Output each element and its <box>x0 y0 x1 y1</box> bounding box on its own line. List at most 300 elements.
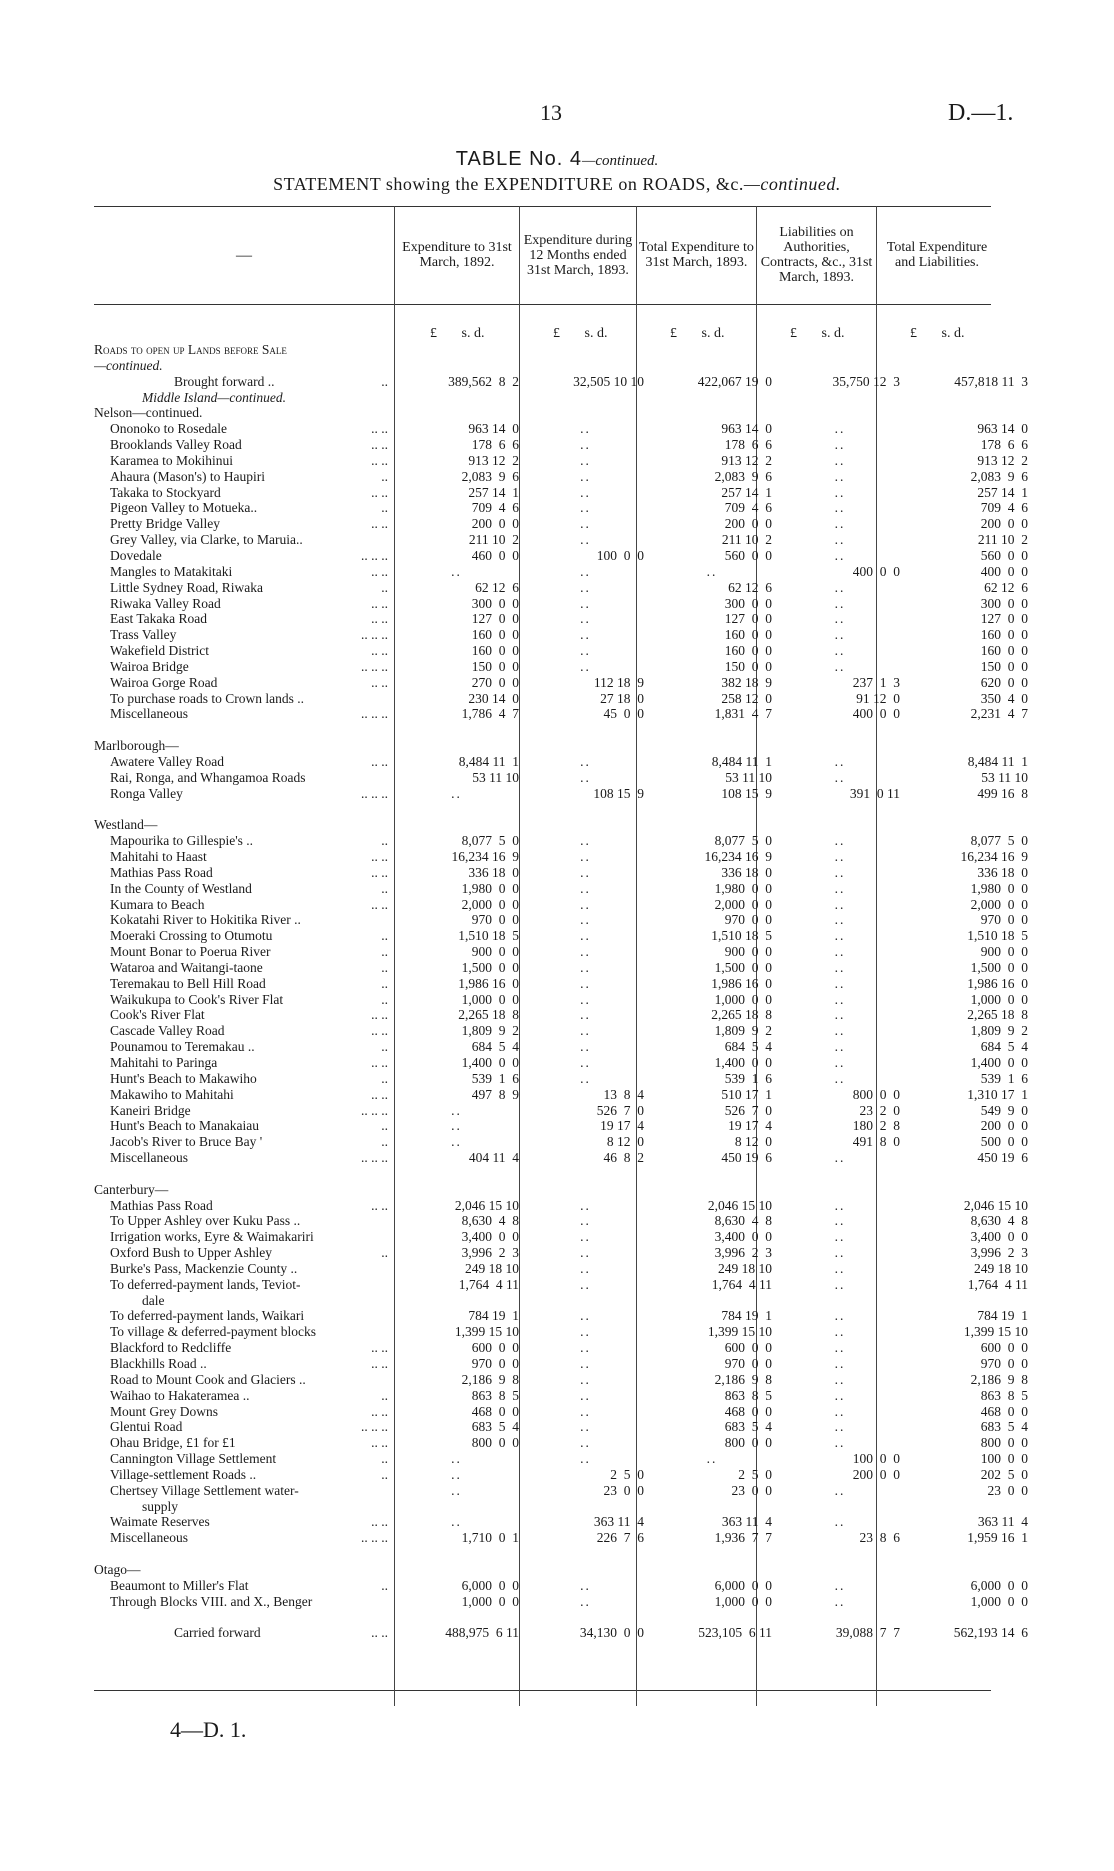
cell-col5: 300 0 0 <box>980 595 1028 611</box>
cell-col1: 709 4 6 <box>471 500 519 516</box>
row-leader-dots <box>388 1324 394 1340</box>
table-row <box>94 358 1036 374</box>
table-row <box>94 1055 1036 1071</box>
cell-col2: 46 8 2 <box>603 1150 644 1166</box>
row-label: Pounamou to Teremakau .. <box>110 1039 255 1055</box>
cell-col3: 1,980 0 0 <box>714 880 772 896</box>
cell-col3 <box>652 1166 780 1182</box>
cell-col4 <box>780 358 908 374</box>
cell-col5: 363 11 4 <box>977 1514 1028 1530</box>
cell-col2 <box>527 1166 652 1182</box>
cell-col2 <box>527 390 652 406</box>
row-label: Mount Bonar to Poerua River <box>110 944 271 960</box>
row-leader-dots: .. .. <box>371 753 388 769</box>
cell-col3: 963 14 0 <box>721 421 772 437</box>
table-row <box>94 738 1036 754</box>
row-leader-dots <box>388 1308 394 1324</box>
cell-col1 <box>394 801 527 817</box>
cell-col5: 2,046 15 10 <box>963 1197 1028 1213</box>
row-label: To deferred-payment lands, Waikari <box>110 1308 305 1324</box>
row-label: Nelson—continued. <box>94 405 203 421</box>
cell-col2 <box>527 817 652 833</box>
cell-col3: 1,000 0 0 <box>714 1593 772 1609</box>
cell-col2: .. <box>580 1403 591 1419</box>
cell-col1 <box>394 817 527 833</box>
cell-col5: 684 5 4 <box>980 1039 1028 1055</box>
row-leader-dots: .. <box>381 579 388 595</box>
cell-col2: .. <box>580 1039 591 1055</box>
cell-col5: 257 14 1 <box>977 484 1028 500</box>
cell-col5: 468 0 0 <box>980 1403 1028 1419</box>
table-row <box>94 453 1036 469</box>
row-label: Canterbury— <box>94 1181 169 1197</box>
cell-col4: .. <box>834 1150 846 1166</box>
row-label: Mount Grey Downs <box>110 1403 218 1419</box>
row-leader-dots: .. .. .. <box>361 706 388 722</box>
units-col3: £ s. d. <box>670 326 725 341</box>
cell-col5: 1,399 15 10 <box>963 1324 1028 1340</box>
row-label: Blackhills Road .. <box>110 1356 207 1371</box>
cell-col4 <box>780 1499 908 1515</box>
table-row <box>94 469 1036 485</box>
cell-col5: 16,234 16 9 <box>960 849 1028 864</box>
row-label: Mahitahi to Haast <box>110 849 207 864</box>
cell-col1: .. <box>451 563 462 579</box>
cell-col2 <box>527 801 652 817</box>
cell-col1: 211 10 2 <box>468 532 519 548</box>
table-row <box>94 801 1036 817</box>
cell-col1: 1,764 4 11 <box>458 1276 519 1292</box>
cell-col2 <box>527 342 652 358</box>
row-label: Beaumont to Miller's Flat <box>110 1577 249 1593</box>
row-leader-dots: .. <box>381 1118 388 1134</box>
row-leader-dots: .. <box>381 1466 388 1482</box>
cell-col4 <box>780 1166 908 1182</box>
table-row <box>94 1007 1036 1023</box>
header-label-column: — <box>236 246 252 264</box>
table-title-cont: —continued. <box>581 153 659 169</box>
table-row <box>94 1451 1036 1467</box>
table-row <box>94 1514 1036 1530</box>
cell-col3: 1,986 16 0 <box>711 975 772 991</box>
cell-col4: .. <box>834 1229 846 1245</box>
row-leader-dots <box>388 532 394 548</box>
cell-col2: .. <box>580 1260 591 1276</box>
cell-col5 <box>908 1562 1036 1578</box>
row-label: Hunt's Beach to Manakaiau <box>110 1118 260 1134</box>
cell-col2 <box>527 405 652 421</box>
row-leader-dots: .. <box>381 373 388 389</box>
row-label: Waimate Reserves <box>110 1514 210 1530</box>
cell-col4 <box>780 722 908 738</box>
row-leader-dots: .. .. <box>371 452 388 468</box>
row-label: Middle Island—continued. <box>142 389 286 405</box>
cell-col1: 488,975 6 11 <box>445 1625 519 1641</box>
cell-col2: .. <box>580 1451 591 1467</box>
cell-col4: .. <box>834 516 846 532</box>
cell-col3: 800 0 0 <box>724 1435 772 1451</box>
cell-col5: 2,083 9 6 <box>970 468 1028 484</box>
cell-col4: .. <box>834 421 846 437</box>
row-leader-dots: .. .. <box>371 1007 388 1023</box>
cell-col4: .. <box>834 1403 846 1419</box>
cell-col4: 180 2 8 <box>852 1118 900 1134</box>
cell-col5: 200 0 0 <box>980 516 1028 532</box>
table-row <box>94 1610 1036 1626</box>
cell-col4 <box>780 801 908 817</box>
row-leader-dots <box>388 1372 394 1388</box>
cell-col5: 8,484 11 1 <box>967 753 1028 769</box>
cell-col3: 53 11 10 <box>725 769 772 785</box>
cell-col3: 8,077 5 0 <box>714 833 772 849</box>
row-label: supply <box>142 1498 179 1514</box>
row-label: Waihao to Hakateramea .. <box>110 1387 250 1403</box>
cell-col2: 363 11 4 <box>593 1514 644 1530</box>
cell-col4: .. <box>834 1356 846 1371</box>
table-row <box>94 1198 1036 1214</box>
cell-col4: .. <box>834 643 846 659</box>
cell-col3 <box>652 405 780 421</box>
cell-col3: 178 6 6 <box>724 437 772 453</box>
table-row <box>94 1039 1036 1055</box>
table-row <box>94 532 1036 548</box>
row-label: Miscellaneous <box>110 1530 188 1546</box>
row-label: Little Sydney Road, Riwaka <box>110 579 263 595</box>
cell-col1: 8,077 5 0 <box>461 833 519 849</box>
cell-col5: 1,986 16 0 <box>967 975 1028 991</box>
cell-col4: .. <box>834 880 846 896</box>
cell-col4 <box>780 342 908 358</box>
cell-col1 <box>394 342 527 358</box>
row-label: Ohau Bridge, £1 for £1 <box>110 1435 236 1451</box>
cell-col4: .. <box>834 1260 846 1276</box>
cell-col3: 600 0 0 <box>724 1340 772 1356</box>
cell-col3: 3,400 0 0 <box>714 1229 772 1245</box>
cell-col1 <box>394 1546 527 1562</box>
cell-col5 <box>908 342 1036 358</box>
row-label: Kumara to Beach <box>110 896 205 912</box>
cell-col1: 200 0 0 <box>471 516 519 532</box>
cell-col1: 404 11 4 <box>468 1150 519 1166</box>
printer-signature: 4—D. 1. <box>170 1717 247 1742</box>
cell-col3: 300 0 0 <box>724 595 772 611</box>
table-row <box>94 1277 1036 1293</box>
cell-col2: .. <box>580 1419 591 1435</box>
table-row <box>94 580 1036 596</box>
cell-col5: 620 0 0 <box>980 674 1028 690</box>
cell-col5: 539 1 6 <box>980 1070 1028 1086</box>
row-label: Ahaura (Mason's) to Haupiri <box>110 468 266 484</box>
cell-col1: 900 0 0 <box>471 944 519 960</box>
cell-col2: .. <box>580 944 591 960</box>
cell-col5: 784 19 1 <box>977 1308 1028 1324</box>
cell-col3 <box>652 722 780 738</box>
table-row <box>94 627 1036 643</box>
row-leader-dots: .. .. .. <box>361 1419 388 1435</box>
cell-col1: 963 14 0 <box>468 421 519 437</box>
cell-col5: 963 14 0 <box>977 421 1028 437</box>
cell-col3: 1,400 0 0 <box>714 1054 772 1070</box>
cell-col1: .. <box>451 785 462 801</box>
cell-col3: 900 0 0 <box>724 944 772 960</box>
cell-col1: 2,000 0 0 <box>461 896 519 912</box>
units-col5: £ s. d. <box>910 326 965 341</box>
cell-col2: .. <box>580 1007 591 1023</box>
cell-col1: .. <box>451 1451 462 1467</box>
cell-col1: 300 0 0 <box>471 595 519 611</box>
cell-col4: 100 0 0 <box>852 1451 900 1467</box>
cell-col1: 1,400 0 0 <box>461 1054 519 1070</box>
cell-col5 <box>908 817 1036 833</box>
cell-col2: 112 18 9 <box>593 674 644 690</box>
cell-col5 <box>908 1182 1036 1198</box>
cell-col3: 863 8 5 <box>724 1387 772 1403</box>
row-label: Cook's River Flat <box>110 1007 205 1023</box>
cell-col2: .. <box>580 1245 591 1261</box>
cell-col3 <box>652 390 780 406</box>
table-row <box>94 817 1036 833</box>
cell-col3: 382 18 9 <box>721 674 772 690</box>
row-label: Jacob's River to Bruce Bay ' <box>110 1134 263 1150</box>
cell-col4: .. <box>834 547 846 563</box>
row-label: Oxford Bush to Upper Ashley <box>110 1245 272 1261</box>
cell-col2: .. <box>580 753 591 769</box>
cell-col4: .. <box>834 896 846 912</box>
row-leader-dots: .. .. <box>371 896 388 912</box>
cell-col3: 6,000 0 0 <box>714 1577 772 1593</box>
cell-col3: 249 18 10 <box>718 1260 772 1276</box>
table-row <box>94 516 1036 532</box>
cell-col5: 8,630 4 8 <box>970 1213 1028 1229</box>
cell-col5: 2,265 18 8 <box>967 1007 1028 1023</box>
table-row <box>94 1562 1036 1578</box>
row-label: Awatere Valley Road <box>110 753 224 769</box>
cell-col1: 970 0 0 <box>471 912 519 928</box>
table-row <box>94 421 1036 437</box>
cell-col4: .. <box>834 1577 846 1593</box>
cell-col5: 62 12 6 <box>984 579 1028 595</box>
table-row <box>94 1103 1036 1119</box>
cell-col3 <box>652 738 780 754</box>
cell-col1 <box>394 1562 527 1578</box>
cell-col1: 2,186 9 8 <box>461 1371 519 1387</box>
cell-col5: 8,077 5 0 <box>970 833 1028 849</box>
cell-col4: .. <box>834 452 846 468</box>
document-reference: D.—1. <box>948 100 1014 126</box>
cell-col1: 539 1 6 <box>471 1070 519 1086</box>
cell-col3: 526 7 0 <box>724 1102 772 1118</box>
cell-col5: 600 0 0 <box>980 1340 1028 1356</box>
cell-col2: .. <box>580 658 591 674</box>
cell-col1: 1,500 0 0 <box>461 959 519 975</box>
cell-col1: 16,234 16 9 <box>451 849 519 864</box>
row-leader-dots: .. <box>381 991 388 1007</box>
cell-col2: .. <box>580 643 591 659</box>
cell-col4: .. <box>834 1340 846 1356</box>
cell-col2: .. <box>580 579 591 595</box>
cell-col2: .. <box>580 849 591 864</box>
cell-col2 <box>527 1182 652 1198</box>
table-row <box>94 1293 1036 1309</box>
table-row <box>94 1483 1036 1499</box>
cell-col1: 8,484 11 1 <box>458 753 519 769</box>
header-col-liabilities: Liabilities on Authorities, Contracts, &c., 31st March, 1893. <box>760 225 873 285</box>
cell-col3: 2,265 18 8 <box>711 1007 772 1023</box>
row-label: dale <box>142 1292 165 1308</box>
cell-col5: 562,193 14 6 <box>953 1625 1028 1641</box>
cell-col5 <box>908 1499 1036 1515</box>
cell-col1 <box>394 405 527 421</box>
row-label: Carried forward <box>174 1625 261 1641</box>
cell-col3 <box>652 1182 780 1198</box>
table-title <box>0 148 1114 171</box>
table-row <box>94 596 1036 612</box>
row-leader-dots: .. .. <box>371 1054 388 1070</box>
row-leader-dots <box>388 691 394 707</box>
cell-col2 <box>527 1610 652 1626</box>
cell-col3: 2,083 9 6 <box>714 468 772 484</box>
cell-col3 <box>652 817 780 833</box>
row-label: Mangles to Matakitaki <box>110 563 233 579</box>
row-label: Mathias Pass Road <box>110 864 213 880</box>
cell-col1 <box>394 722 527 738</box>
cell-col3: 160 0 0 <box>724 627 772 643</box>
row-label: Blackford to Redcliffe <box>110 1340 232 1356</box>
cell-col2: 8 12 0 <box>606 1134 644 1150</box>
cell-col2: .. <box>580 1213 591 1229</box>
cell-col3: 3,996 2 3 <box>714 1245 772 1261</box>
row-leader-dots <box>388 1594 394 1610</box>
row-leader-dots: .. .. <box>371 611 388 627</box>
cell-col4: 91 12 0 <box>856 690 900 706</box>
cell-col4: .. <box>834 1245 846 1261</box>
cell-col1: 178 6 6 <box>471 437 519 453</box>
cell-col2: .. <box>580 532 591 548</box>
cell-col5: 970 0 0 <box>980 1356 1028 1371</box>
row-leader-dots: .. .. <box>371 1197 388 1213</box>
table-row <box>94 1150 1036 1166</box>
cell-col1: 970 0 0 <box>471 1356 519 1371</box>
cell-col3 <box>652 1610 780 1626</box>
cell-col5 <box>908 1166 1036 1182</box>
cell-col4: .. <box>834 1213 846 1229</box>
cell-col4 <box>780 1182 908 1198</box>
cell-col3 <box>652 342 780 358</box>
cell-col2 <box>527 1293 652 1309</box>
cell-col4: .. <box>834 833 846 849</box>
cell-col2: .. <box>580 896 591 912</box>
row-leader-dots: .. <box>381 500 388 516</box>
cell-col4: .. <box>834 849 846 864</box>
cell-col3: 683 5 4 <box>724 1419 772 1435</box>
row-label: Pretty Bridge Valley <box>110 516 220 532</box>
row-leader-dots: .. .. .. <box>361 1102 388 1118</box>
cell-col5: 2,186 9 8 <box>970 1371 1028 1387</box>
row-leader-dots: .. <box>381 1245 388 1261</box>
header-top-rule <box>94 206 991 207</box>
cell-col1 <box>394 358 527 374</box>
header-bottom-rule <box>94 304 991 305</box>
cell-col5: 211 10 2 <box>977 532 1028 548</box>
cell-col3: 970 0 0 <box>724 912 772 928</box>
cell-col2: .. <box>580 452 591 468</box>
cell-col4 <box>780 1546 908 1562</box>
row-leader-dots: .. .. <box>371 484 388 500</box>
cell-col3 <box>652 358 780 374</box>
cell-col5: 1,959 16 1 <box>967 1530 1028 1546</box>
cell-col1 <box>394 390 527 406</box>
table-row <box>94 1388 1036 1404</box>
cell-col5: 6,000 0 0 <box>970 1577 1028 1593</box>
row-label: Through Blocks VIII. and X., Benger <box>110 1593 313 1609</box>
row-label: In the County of Westland <box>110 880 252 896</box>
row-leader-dots: .. <box>381 1451 388 1467</box>
cell-col3: 150 0 0 <box>724 658 772 674</box>
cell-col3: 784 19 1 <box>721 1308 772 1324</box>
cell-col1: 600 0 0 <box>471 1340 519 1356</box>
row-label: Hunt's Beach to Makawiho <box>110 1070 257 1086</box>
cell-col4: .. <box>834 1054 846 1070</box>
cell-col5 <box>908 1546 1036 1562</box>
cell-col1: 150 0 0 <box>471 658 519 674</box>
cell-col2: .. <box>580 864 591 880</box>
cell-col5: 3,996 2 3 <box>970 1245 1028 1261</box>
row-leader-dots: .. .. .. <box>361 785 388 801</box>
cell-col2: .. <box>580 563 591 579</box>
cell-col5: 3,400 0 0 <box>970 1229 1028 1245</box>
cell-col3: 336 18 0 <box>721 864 772 880</box>
row-label: Otago— <box>94 1561 141 1577</box>
cell-col3: 19 17 4 <box>728 1118 772 1134</box>
cell-col3: 1,000 0 0 <box>714 991 772 1007</box>
cell-col2: .. <box>580 595 591 611</box>
cell-col3 <box>652 1293 780 1309</box>
cell-col2: .. <box>580 880 591 896</box>
cell-col2 <box>527 1562 652 1578</box>
row-leader-dots: .. .. <box>371 674 388 690</box>
row-label: Mahitahi to Paringa <box>110 1054 218 1070</box>
cell-col1: 3,400 0 0 <box>461 1229 519 1245</box>
row-label: Teremakau to Bell Hill Road <box>110 975 266 991</box>
table-row <box>94 1071 1036 1087</box>
cell-col2 <box>527 1546 652 1562</box>
cell-col5: 500 0 0 <box>980 1134 1028 1150</box>
cell-col2: .. <box>580 1054 591 1070</box>
row-label: Miscellaneous <box>110 1150 188 1166</box>
row-leader-dots: .. .. <box>371 516 388 532</box>
row-label: Moeraki Crossing to Otumotu <box>110 928 273 944</box>
row-leader-dots: .. .. <box>371 595 388 611</box>
row-leader-dots: .. <box>381 833 388 849</box>
cell-col1: 460 0 0 <box>471 547 519 563</box>
row-leader-dots: .. <box>381 944 388 960</box>
table-row <box>94 1261 1036 1277</box>
row-label: Cascade Valley Road <box>110 1023 225 1039</box>
row-leader-dots: .. <box>381 880 388 896</box>
table-row <box>94 405 1036 421</box>
cell-col3 <box>652 1499 780 1515</box>
cell-col4: .. <box>834 611 846 627</box>
cell-col2: .. <box>580 928 591 944</box>
table-row <box>94 1229 1036 1245</box>
cell-col1: 249 18 10 <box>465 1260 519 1276</box>
statement-subtitle <box>0 174 1114 195</box>
table-row <box>94 1546 1036 1562</box>
cell-col1: 160 0 0 <box>471 643 519 659</box>
cell-col2: 100 0 0 <box>596 547 644 563</box>
table-row <box>94 1166 1036 1182</box>
units-col4: £ s. d. <box>790 326 845 341</box>
